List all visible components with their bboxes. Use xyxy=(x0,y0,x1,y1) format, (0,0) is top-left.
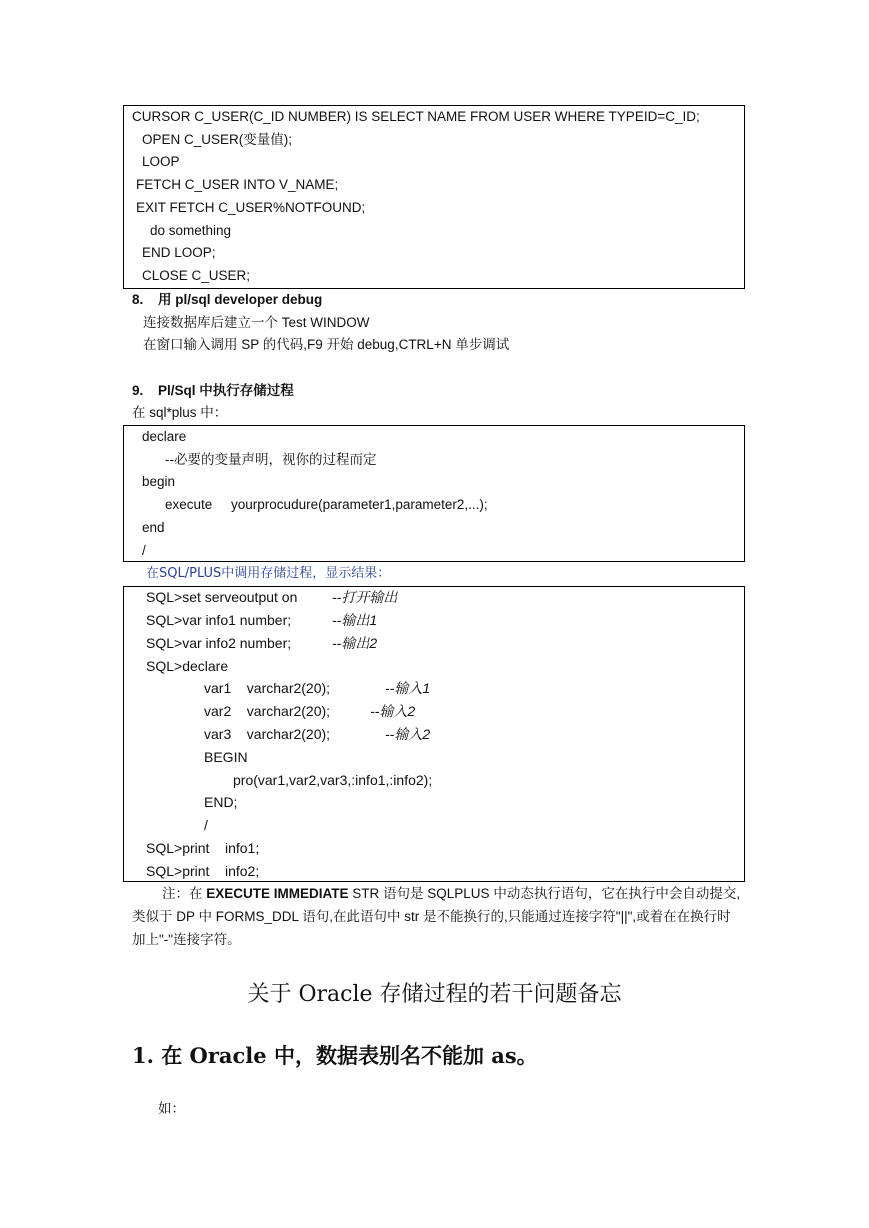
code-line: execute yourprocudure(parameter1,parameter2,...); xyxy=(165,497,488,512)
note-text: STR 语句是 SQLPLUS 中动态执行语句，它在执行中会自动提交,类似于 DP 中 FORMS_DDL 语句,在此语句中 str 是不能换行的,只能通过连接字符"||",或着在在换行时加上"-"连接字符。 xyxy=(132,886,741,947)
code-line: var1 varchar2(20); xyxy=(204,680,331,696)
declare-code-box xyxy=(123,425,745,562)
code-line: SQL>var info1 number; xyxy=(146,612,292,628)
code-line: SQL>var info2 number; xyxy=(146,635,292,651)
code-line: OPEN C_USER(变量值); xyxy=(142,132,293,147)
code-line: SQL>print info1; xyxy=(146,840,260,856)
section-8-number: 8. xyxy=(132,292,144,307)
heading-1: 1. 在 Oracle 中，数据表别名不能加 as。 xyxy=(132,1043,538,1068)
note-prefix: 注：在 xyxy=(162,886,207,901)
sqlplus-caption: 在SQL/PLUS中调用存储过程，显示结果： xyxy=(146,566,391,581)
code-comment: --输入2 xyxy=(370,703,416,719)
code-line: declare xyxy=(142,429,187,444)
section-9-number: 9. xyxy=(132,383,144,398)
section-8-text: 在窗口输入调用 SP 的代码,F9 开始 debug,CTRL+N 单步调试 xyxy=(143,337,510,352)
section-9-intro: 在 sql*plus 中： xyxy=(132,405,228,420)
code-line: END LOOP; xyxy=(142,245,216,260)
code-comment: --输出1 xyxy=(332,612,378,628)
code-comment: --输出2 xyxy=(332,635,378,651)
code-line: end xyxy=(142,520,165,535)
code-line: SQL>declare xyxy=(146,658,229,674)
code-comment: --打开输出 xyxy=(332,589,398,605)
note-keyword: EXECUTE IMMEDIATE xyxy=(206,886,349,901)
code-line: --必要的变量声明，视你的过程而定 xyxy=(165,452,377,467)
code-line: pro(var1,var2,var3,:info1,:info2); xyxy=(233,772,433,788)
code-line: EXIT FETCH C_USER%NOTFOUND; xyxy=(136,200,366,215)
section-8-heading: 用 pl/sql developer debug xyxy=(158,292,323,307)
code-line: CLOSE C_USER; xyxy=(142,268,251,283)
code-comment: --输入2 xyxy=(385,726,431,742)
code-line: SQL>print info2; xyxy=(146,863,260,879)
code-line: do something xyxy=(150,223,232,238)
note-paragraph xyxy=(132,882,744,951)
code-line: FETCH C_USER INTO V_NAME; xyxy=(136,177,339,192)
code-line: / xyxy=(142,543,146,558)
code-comment: --输入1 xyxy=(385,680,431,696)
section-9-heading: Pl/Sql 中执行存储过程 xyxy=(158,383,294,398)
example-label: 如： xyxy=(158,1101,185,1116)
section-8-text: 连接数据库后建立一个 Test WINDOW xyxy=(143,315,370,330)
code-line: END; xyxy=(204,794,238,810)
code-line: LOOP xyxy=(142,154,180,169)
code-line: var2 varchar2(20); xyxy=(204,703,331,719)
document-title: 关于 Oracle 存储过程的若干问题备忘 xyxy=(247,982,622,1007)
code-line: var3 varchar2(20); xyxy=(204,726,331,742)
code-line: / xyxy=(204,817,208,833)
code-line: begin xyxy=(142,474,176,489)
code-line: SQL>set serveoutput on xyxy=(146,589,298,605)
code-line: BEGIN xyxy=(204,749,248,765)
code-line: CURSOR C_USER(C_ID NUMBER) IS SELECT NAME FROM USER WHERE TYPEID=C_ID; xyxy=(132,109,700,124)
